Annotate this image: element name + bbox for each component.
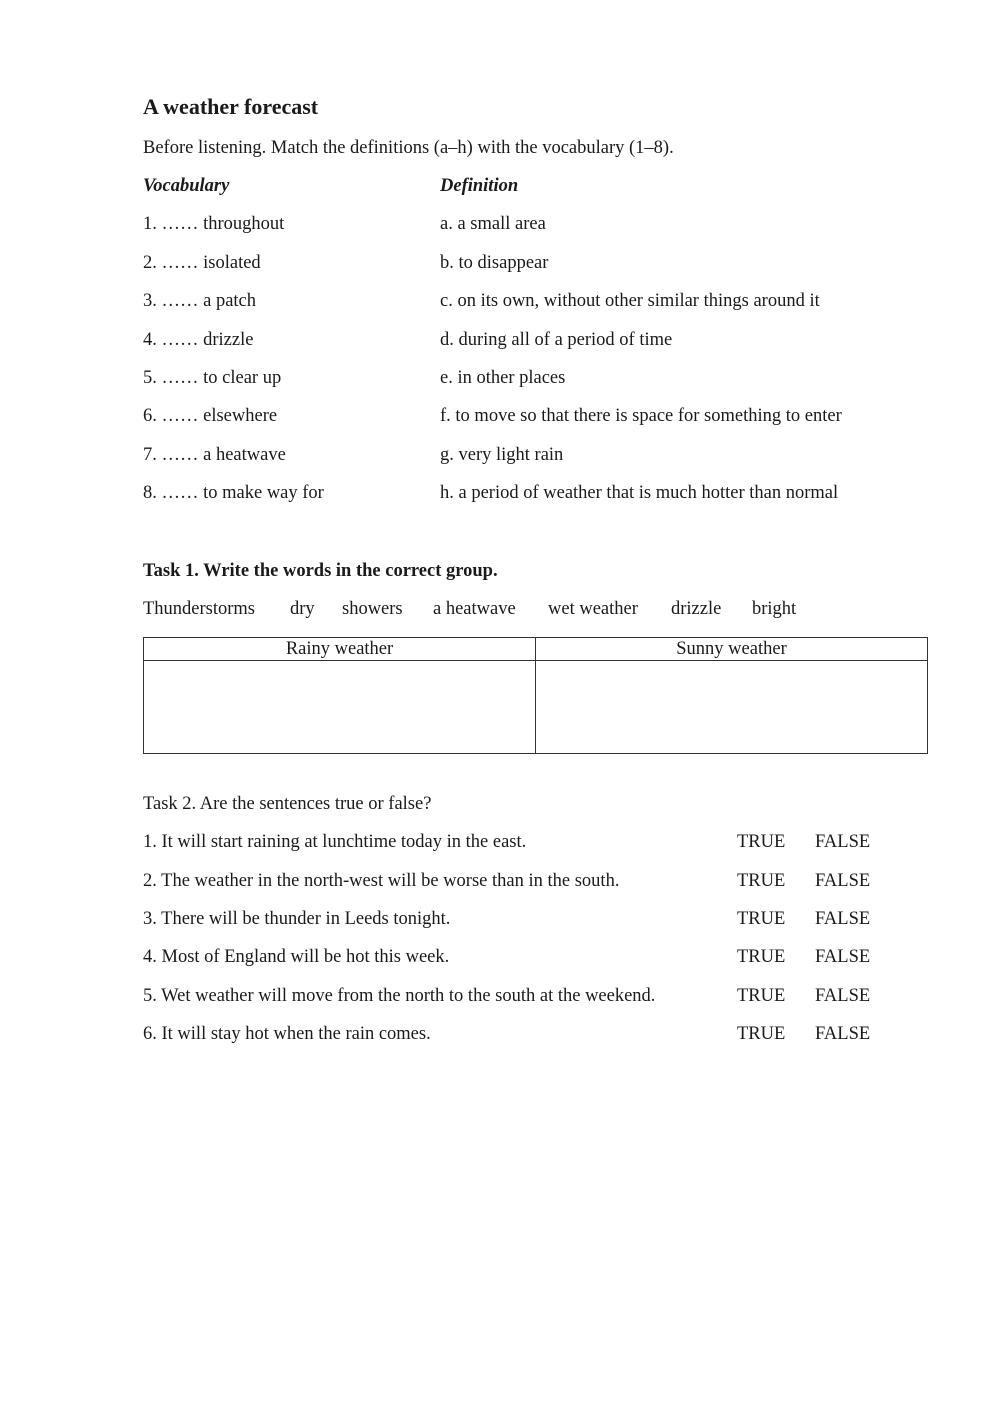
false-option[interactable]: FALSE bbox=[815, 871, 871, 891]
word-bank-item: showers bbox=[342, 599, 403, 619]
word-bank-item: drizzle bbox=[671, 599, 722, 619]
vocab-item: 8. …… to make way for bbox=[143, 483, 324, 503]
match-row bbox=[0, 214, 1000, 240]
word-bank-item: wet weather bbox=[548, 599, 638, 619]
statement: 4. Most of England will be hot this week. bbox=[143, 947, 450, 967]
definition-item: a. a small area bbox=[440, 214, 546, 234]
word-bank-item: bright bbox=[752, 599, 797, 619]
definition-item: b. to disappear bbox=[440, 253, 549, 273]
definition-item: g. very light rain bbox=[440, 445, 564, 465]
statement: 5. Wet weather will move from the north to the south at the weekend. bbox=[143, 986, 656, 1006]
definition-item: h. a period of weather that is much hotter than normal bbox=[440, 483, 839, 503]
false-option[interactable]: FALSE bbox=[815, 947, 871, 967]
task2-heading: Task 2. Are the sentences true or false? bbox=[143, 794, 432, 814]
page-title: A weather forecast bbox=[143, 94, 319, 119]
vocabulary-header: Vocabulary bbox=[143, 176, 230, 196]
statement: 2. The weather in the north-west will be worse than in the south. bbox=[143, 871, 620, 891]
vocab-item: 3. …… a patch bbox=[143, 291, 257, 311]
true-false-row bbox=[0, 909, 1000, 935]
instructions: Before listening. Match the definitions (a–h) with the vocabulary (1–8). bbox=[143, 138, 674, 158]
statement: 3. There will be thunder in Leeds tonight. bbox=[143, 909, 451, 929]
true-false-row bbox=[0, 986, 1000, 1012]
false-option[interactable]: FALSE bbox=[815, 909, 871, 929]
match-row bbox=[0, 406, 1000, 432]
vocab-item: 1. …… throughout bbox=[143, 214, 285, 234]
match-row bbox=[0, 483, 1000, 509]
true-false-row bbox=[0, 947, 1000, 973]
vocab-item: 6. …… elsewhere bbox=[143, 406, 278, 426]
sunny-weather-answer-cell[interactable] bbox=[536, 661, 928, 754]
match-row bbox=[0, 253, 1000, 279]
true-option[interactable]: TRUE bbox=[737, 871, 786, 891]
sunny-weather-header: Sunny weather bbox=[536, 638, 928, 661]
true-option[interactable]: TRUE bbox=[737, 947, 786, 967]
vocab-item: 2. …… isolated bbox=[143, 253, 261, 273]
statement: 6. It will stay hot when the rain comes. bbox=[143, 1024, 431, 1044]
match-row bbox=[0, 330, 1000, 356]
task1-heading: Task 1. Write the words in the correct group. bbox=[143, 561, 498, 581]
false-option[interactable]: FALSE bbox=[815, 832, 871, 852]
word-bank-item: Thunderstorms bbox=[143, 599, 256, 619]
rainy-weather-header: Rainy weather bbox=[144, 638, 536, 661]
true-false-row bbox=[0, 1024, 1000, 1050]
true-false-row bbox=[0, 871, 1000, 897]
definition-item: d. during all of a period of time bbox=[440, 330, 673, 350]
word-bank-item: dry bbox=[290, 599, 315, 619]
match-row bbox=[0, 291, 1000, 317]
vocab-item: 4. …… drizzle bbox=[143, 330, 254, 350]
definition-item: f. to move so that there is space for something to enter bbox=[440, 406, 842, 426]
match-row bbox=[0, 368, 1000, 394]
match-row bbox=[0, 445, 1000, 471]
true-option[interactable]: TRUE bbox=[737, 1024, 786, 1044]
true-option[interactable]: TRUE bbox=[737, 832, 786, 852]
false-option[interactable]: FALSE bbox=[815, 1024, 871, 1044]
definition-item: c. on its own, without other similar things around it bbox=[440, 291, 820, 311]
word-bank-item: a heatwave bbox=[433, 599, 516, 619]
false-option[interactable]: FALSE bbox=[815, 986, 871, 1006]
rainy-weather-answer-cell[interactable] bbox=[144, 661, 536, 754]
definition-header: Definition bbox=[440, 176, 519, 196]
statement: 1. It will start raining at lunchtime today in the east. bbox=[143, 832, 527, 852]
true-false-row bbox=[0, 832, 1000, 858]
vocab-item: 7. …… a heatwave bbox=[143, 445, 286, 465]
vocab-item: 5. …… to clear up bbox=[143, 368, 282, 388]
group-table bbox=[143, 637, 928, 754]
true-option[interactable]: TRUE bbox=[737, 909, 786, 929]
true-option[interactable]: TRUE bbox=[737, 986, 786, 1006]
definition-item: e. in other places bbox=[440, 368, 566, 388]
